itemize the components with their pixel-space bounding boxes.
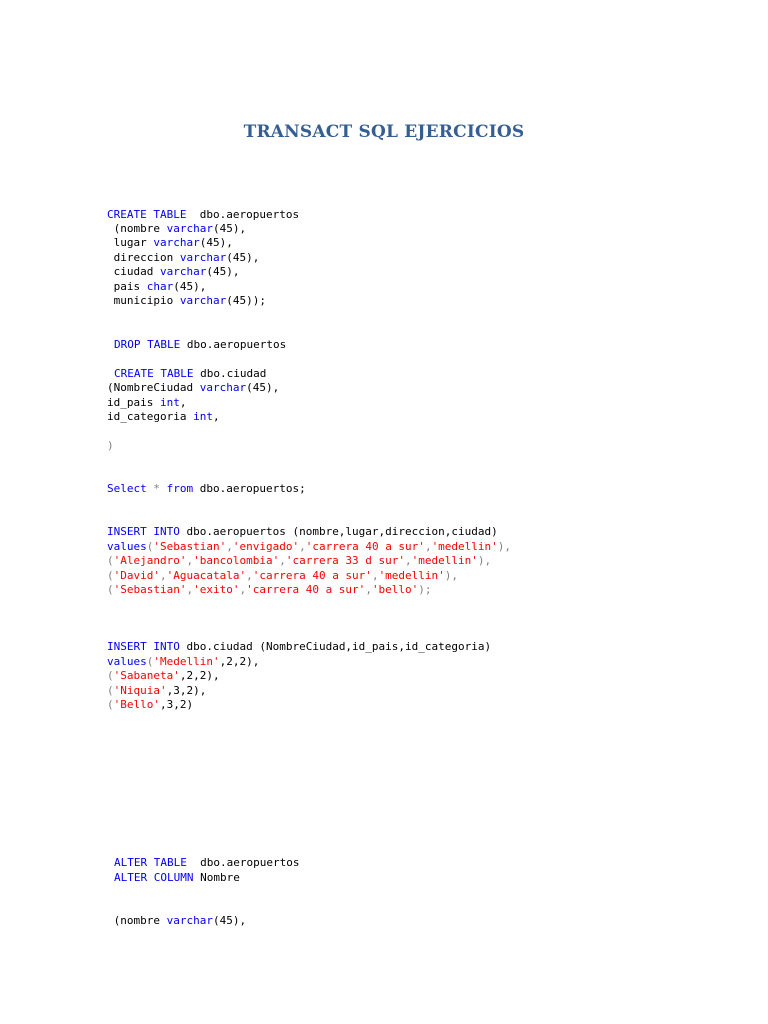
- sql-type: int: [193, 410, 213, 423]
- code-line: [107, 222, 246, 236]
- string-literal: 'bancolombia': [193, 554, 280, 567]
- code-line: [107, 640, 491, 654]
- column-def: lugar: [107, 236, 154, 249]
- table-name: dbo.aeropuertos: [200, 856, 300, 869]
- code-line: ('David','Aguacatala','carrera 40 a sur','medellin'),: [107, 569, 459, 582]
- column-size: (45),: [212, 222, 247, 235]
- column-size: (45),: [173, 280, 207, 293]
- table-name: dbo.aeropuertos: [199, 208, 300, 221]
- column-name: Nombre: [200, 871, 240, 884]
- code-line: [107, 381, 279, 395]
- string-literal: 'Bello': [113, 698, 160, 711]
- code-line: ('Alejandro','bancolombia','carrera 33 d sur','medellin'),: [107, 554, 492, 567]
- sql-keyword: INSERT INTO: [107, 640, 180, 653]
- column-list: (nombre,lugar,direccion,ciudad): [292, 525, 498, 538]
- table-name: dbo.aeropuertos: [186, 525, 293, 538]
- column-size: (45),: [212, 914, 247, 927]
- column-def: (nombre: [107, 914, 167, 927]
- code-line: [107, 251, 259, 265]
- code-line: [114, 338, 286, 352]
- column-list: (NombreCiudad,id_pais,id_categoria): [259, 640, 492, 653]
- numeric-values: ,2,2),: [179, 669, 220, 682]
- sql-keyword: ALTER TABLE: [114, 856, 187, 869]
- sql-keyword: DROP TABLE: [114, 338, 181, 351]
- code-line: [107, 410, 220, 424]
- code-line: [107, 208, 299, 222]
- column-def: (nombre: [107, 222, 167, 235]
- code-line: values('Medellin',2,2),: [107, 655, 260, 668]
- column-def: municipio: [107, 294, 180, 307]
- sql-type: varchar: [153, 236, 200, 249]
- column-size: (45),: [199, 236, 233, 249]
- table-name: dbo.aeropuertos;: [199, 482, 306, 495]
- code-line: [107, 280, 206, 294]
- string-literal: 'Sabaneta': [113, 669, 180, 682]
- table-name: dbo.aeropuertos: [186, 338, 287, 351]
- string-literal: 'carrera 40 a sur': [305, 540, 425, 553]
- numeric-values: ,3,2),: [166, 684, 207, 697]
- code-line: [107, 482, 306, 496]
- code-line: [114, 367, 266, 381]
- string-literal: 'Alejandro': [113, 554, 187, 567]
- column-size: (45),: [226, 251, 260, 264]
- string-literal: 'medellin': [431, 540, 498, 553]
- sql-keyword: CREATE TABLE: [114, 367, 194, 380]
- sql-type: char: [146, 280, 174, 293]
- code-line: [107, 396, 186, 410]
- star-operator: *: [153, 482, 160, 495]
- code-line: [114, 871, 240, 885]
- code-line: ('Bello',3,2): [107, 698, 194, 711]
- sql-keyword: ALTER COLUMN: [114, 871, 194, 884]
- table-name: dbo.ciudad: [200, 367, 267, 380]
- sql-keyword: from: [166, 482, 194, 495]
- close-paren: ): [107, 439, 114, 452]
- string-literal: 'envigado': [232, 540, 300, 553]
- sql-keyword: values: [107, 655, 147, 668]
- sql-type: varchar: [179, 294, 227, 307]
- column-def: (NombreCiudad: [107, 381, 200, 394]
- string-literal: 'Aguacatala': [166, 569, 247, 582]
- string-literal: 'carrera 40 a sur': [246, 583, 366, 596]
- column-size: ,: [179, 396, 187, 409]
- code-line: [107, 294, 266, 308]
- string-literal: 'David': [113, 569, 160, 582]
- sql-type: varchar: [159, 265, 207, 278]
- column-def: ciudad: [107, 265, 160, 278]
- code-line: values('Sebastian','envigado','carrera 40 a sur','medellin'),: [107, 540, 512, 553]
- string-literal: 'carrera 40 a sur': [252, 569, 372, 582]
- column-def: id_categoria: [107, 410, 194, 423]
- sql-keyword: Select: [107, 482, 147, 495]
- sql-keyword: INSERT INTO: [107, 525, 180, 538]
- column-size: (45),: [206, 265, 240, 278]
- string-literal: 'medellin': [378, 569, 445, 582]
- column-size: (45),: [246, 381, 280, 394]
- string-literal: 'exito': [193, 583, 240, 596]
- code-line: [107, 236, 233, 250]
- string-literal: 'bello': [371, 583, 419, 596]
- string-literal: 'Niquia': [113, 684, 167, 697]
- code-line: [114, 856, 299, 870]
- table-name: dbo.ciudad: [186, 640, 260, 653]
- code-line: [107, 525, 498, 539]
- string-literal: 'carrera 33 d sur': [285, 554, 406, 567]
- column-def: direccion: [107, 251, 180, 264]
- numeric-values: ,3,2): [159, 698, 194, 711]
- string-literal: 'Sebastian': [153, 540, 227, 553]
- code-line: [107, 439, 114, 453]
- code-line: ('Niquia',3,2),: [107, 684, 207, 697]
- code-line: [107, 265, 239, 279]
- column-def: pais: [107, 280, 147, 293]
- code-line: ('Sabaneta',2,2),: [107, 669, 220, 682]
- sql-type: int: [159, 396, 180, 409]
- sql-keyword: values: [107, 540, 147, 553]
- code-line: ('Sebastian','exito','carrera 40 a sur','bello');: [107, 583, 432, 596]
- string-literal: 'medellin': [411, 554, 478, 567]
- document-title: TRANSACT SQL EJERCICIOS: [243, 122, 525, 142]
- code-line: [107, 914, 246, 928]
- sql-keyword: CREATE TABLE: [107, 208, 187, 221]
- string-literal: 'Medellin': [153, 655, 220, 668]
- column-size: ,: [212, 410, 220, 423]
- column-size: (45));: [226, 294, 266, 307]
- sql-type: varchar: [179, 251, 227, 264]
- string-literal: 'Sebastian': [113, 583, 187, 596]
- sql-type: varchar: [166, 222, 213, 235]
- numeric-values: ,2,2),: [219, 655, 260, 668]
- column-def: id_pais: [107, 396, 160, 409]
- sql-type: varchar: [199, 381, 247, 394]
- sql-type: varchar: [166, 914, 213, 927]
